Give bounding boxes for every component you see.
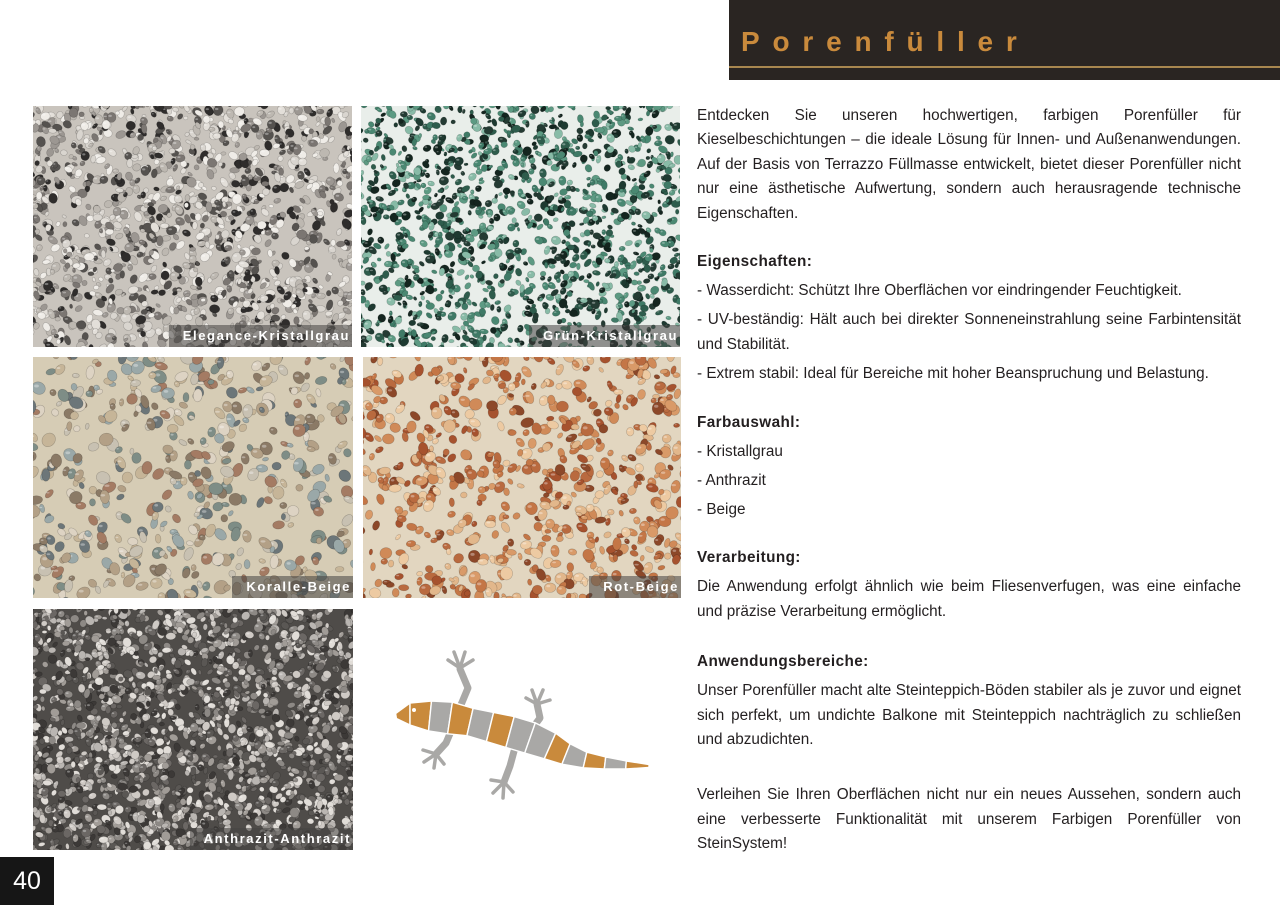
- closing-paragraph: Verleihen Sie Ihren Oberflächen nicht nur ein neues Aussehen, sondern auch eine verbesserte Funktionalität mit unserem Farbigen Porenfüller von SteinSystem!: [697, 786, 1241, 853]
- gecko-illustration: [390, 648, 660, 808]
- intro-paragraph: Entdecken Sie unseren hochwertigen, farbigen Porenfüller für Kieselbeschichtungen – die ideale Lösung für Innen- und Außenanwendungen. Auf der Basis von Terrazzo Füllmasse entwickelt, bietet dieser Porenfüller nicht nur eine ästhetische Aufwertung, sondern auch herausragende technische Eigenschaften.: [697, 107, 1241, 222]
- gecko-stripe: [604, 757, 626, 769]
- property-item: - UV-beständig: Hält auch bei direkter Sonneneinstrahlung seine Farbintensität und Stabilität.: [697, 311, 1241, 353]
- gecko-eye: [412, 708, 416, 712]
- color-item: - Kristallgrau: [697, 442, 783, 460]
- tile-elegance-kristallgrau: [33, 106, 352, 347]
- tile-rot-beige: [363, 357, 681, 598]
- text-column: [697, 104, 1241, 857]
- applications-paragraph: Unser Porenfüller macht alte Steinteppich-Böden stabiler als je zuvor und eignet sich perfekt, um undichte Balkone mit Steinteppich nachträglich zu schließen und abzudichten.: [697, 682, 1241, 749]
- tile-label: Elegance-Kristallgrau: [169, 325, 352, 347]
- texture-image: [363, 357, 681, 598]
- header-divider: [729, 66, 1280, 68]
- color-item: - Anthrazit: [697, 471, 766, 489]
- tile-label: Grün-Kristallgrau: [529, 325, 680, 347]
- tile-label: Koralle-Beige: [232, 576, 353, 598]
- texture-image: [33, 106, 352, 347]
- tile-koralle-beige: [33, 357, 353, 598]
- tile-label: Anthrazit-Anthrazit: [190, 828, 353, 850]
- tile-anthrazit-anthrazit: [33, 609, 353, 850]
- gecko-stripe: [583, 752, 606, 769]
- page-title: Porenfüller: [741, 26, 1030, 57]
- header-banner: [729, 0, 1280, 80]
- tile-gruen-kristallgrau: [361, 106, 680, 347]
- processing-paragraph: Die Anwendung erfolgt ähnlich wie beim Fliesenverfugen, was eine einfache und präzise Verarbeitung ermöglicht.: [697, 578, 1241, 620]
- tile-label: Rot-Beige: [589, 576, 681, 598]
- property-item: - Wasserdicht: Schützt Ihre Oberflächen vor eindringender Feuchtigkeit.: [697, 282, 1182, 300]
- page-number: 40: [0, 857, 54, 905]
- color-item: - Beige: [697, 500, 746, 518]
- heading-anwendungsbereiche: Anwendungsbereiche:: [697, 653, 869, 671]
- heading-eigenschaften: Eigenschaften:: [697, 253, 813, 271]
- heading-verarbeitung: Verarbeitung:: [697, 549, 801, 567]
- property-item: - Extrem stabil: Ideal für Bereiche mit hoher Beanspruchung und Belastung.: [697, 364, 1209, 382]
- gecko-stripe: [626, 761, 649, 769]
- texture-image: [361, 106, 680, 347]
- texture-image: [33, 609, 353, 850]
- heading-farbauswahl: Farbauswahl:: [697, 413, 801, 431]
- texture-image: [33, 357, 353, 598]
- gecko-leg-back-bottom: [491, 744, 516, 798]
- gecko-stripe: [396, 703, 410, 725]
